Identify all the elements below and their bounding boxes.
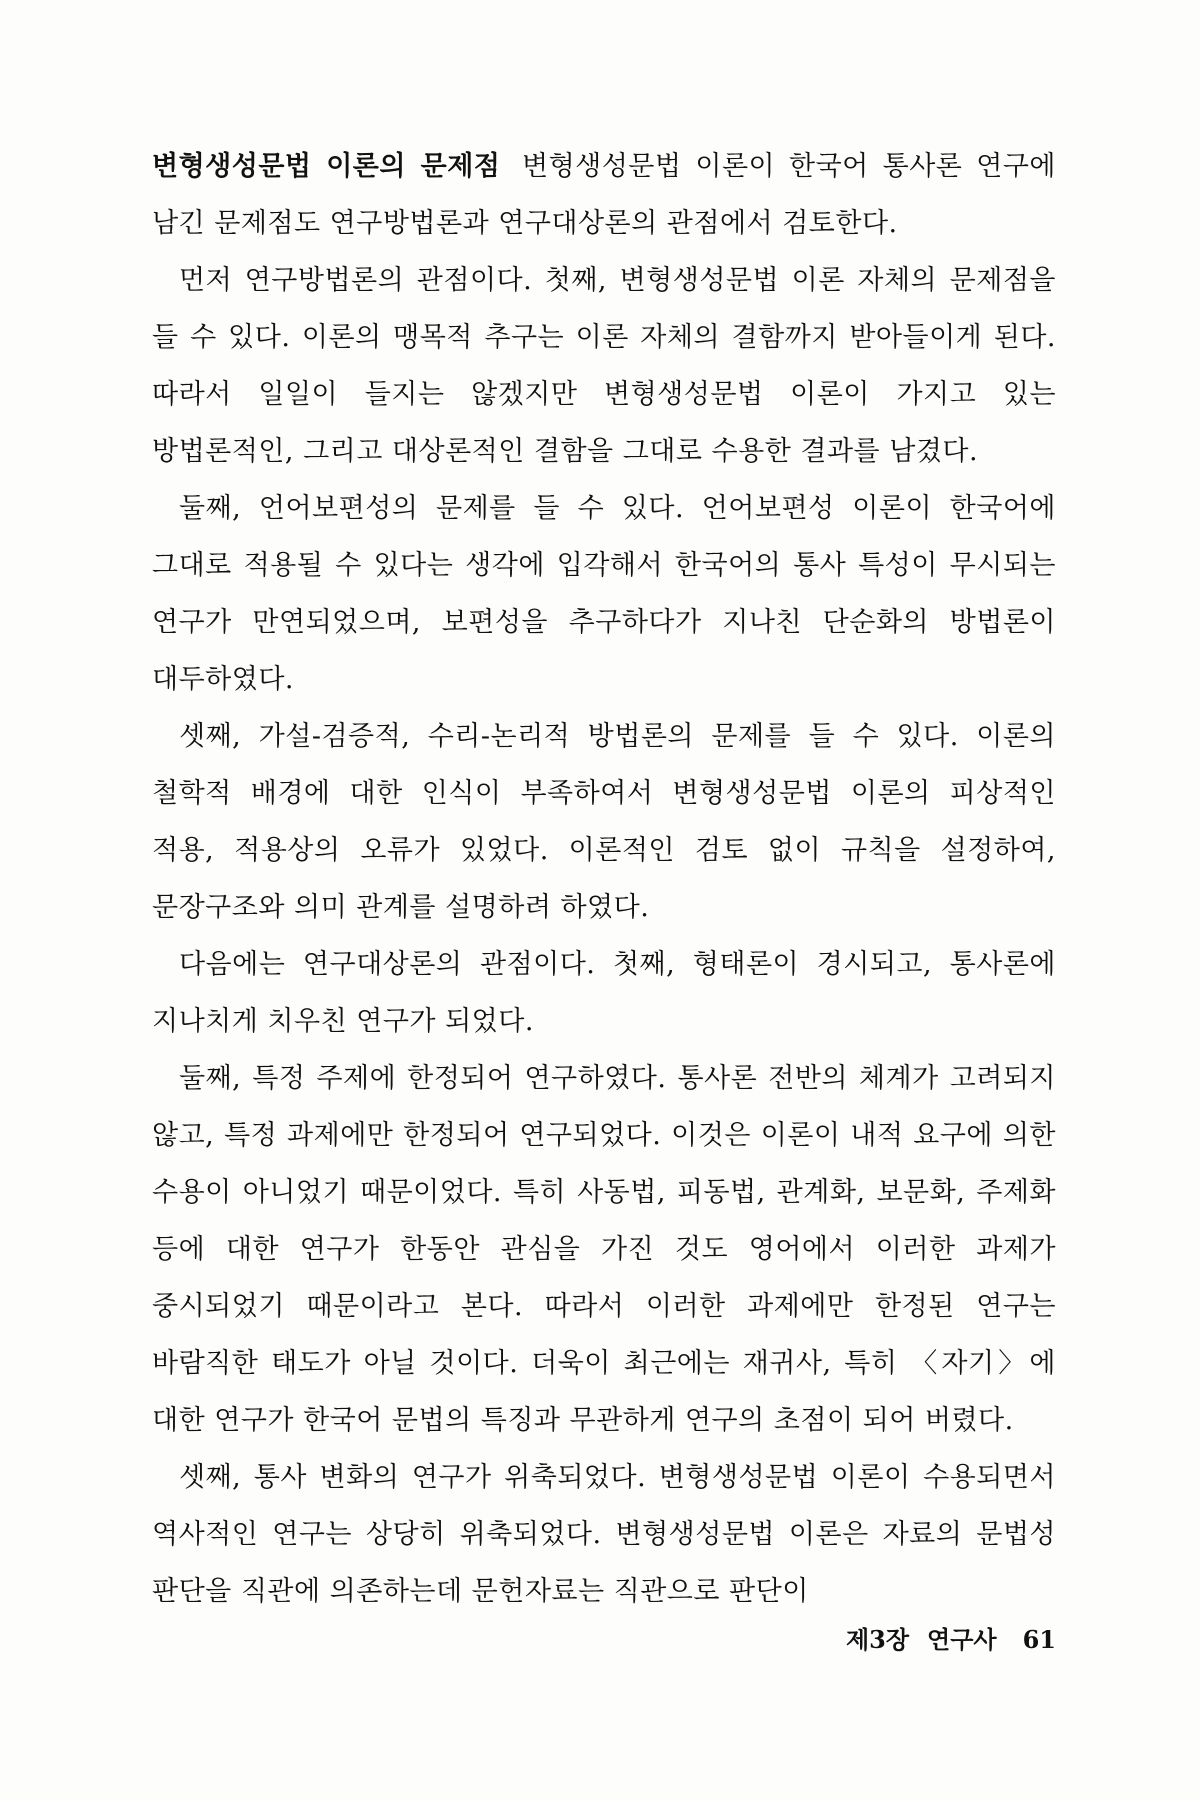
paragraph-4: 셋째, 가설-검증적, 수리-논리적 방법론의 문제를 들 수 있다. 이론의 철학적 배경에 대한 인식이 부족하여서 변형생성문법 이론의 피상적인 적용, 적용상의 오류가 있었다. 이론적인 검토 없이 규칙을 설정하여, 문장구조와 의미 관계를 설명하려 하였다.	[152, 721, 1056, 923]
section-heading: 변형생성문법 이론의 문제점	[152, 151, 501, 182]
paragraph-1-text: 변형생성문법 이론이 한국어 통사론 연구에 남긴 문제점도 연구방법론과 연구대상론의 관점에서 검토한다.	[152, 151, 1056, 239]
paragraph-3: 둘째, 언어보편성의 문제를 들 수 있다. 언어보편성 이론이 한국어에 그대로 적용될 수 있다는 생각에 입각해서 한국어의 통사 특성이 무시되는 연구가 만연되었으며, 보편성을 추구하다가 지나친 단순화의 방법론이 대두하였다.	[152, 493, 1056, 695]
paragraph-2: 먼저 연구방법론의 관점이다. 첫째, 변형생성문법 이론 자체의 문제점을 들 수 있다. 이론의 맹목적 추구는 이론 자체의 결함까지 받아들이게 된다. 따라서 일일이 들지는 않겠지만 변형생성문법 이론이 가지고 있는 방법론적인, 그리고 대상론적인 결함을 그대로 수용한 결과를 남겼다.	[152, 265, 1056, 467]
running-head-section: 연구사	[927, 1625, 997, 1654]
paragraph-6: 둘째, 특정 주제에 한정되어 연구하였다. 통사론 전반의 체계가 고려되지 않고, 특정 과제에만 한정되어 연구되었다. 이것은 이론이 내적 요구에 의한 수용이 아니었기 때문이었다. 특히 사동법, 피동법, 관계화, 보문화, 주제화 등에 대한 연구가 한동안 관심을 가진 것도 영어에서 이러한 과제가 중시되었기 때문이라고 본다. 따라서 이러한 과제에만 한정된 연구는 바람직한 태도가 아닐 것이다. 더욱이 최근에는 재귀사, 특히 〈자기〉에 대한 연구가 한국어 문법의 특징과 무관하게 연구의 초점이 되어 버렸다.	[152, 1063, 1056, 1436]
page-footer	[700, 1620, 1056, 1655]
paragraph-7: 셋째, 통사 변화의 연구가 위축되었다. 변형생성문법 이론이 수용되면서 역사적인 연구는 상당히 위축되었다. 변형생성문법 이론은 자료의 문법성 판단을 직관에 의존하는데 문헌자료는 직관으로 판단이	[152, 1462, 1056, 1607]
paragraph-1	[152, 138, 1056, 252]
body-text	[152, 138, 1056, 1620]
page-number: 61	[1022, 1625, 1056, 1654]
paragraph-5: 다음에는 연구대상론의 관점이다. 첫째, 형태론이 경시되고, 통사론에 지나치게 치우친 연구가 되었다.	[152, 949, 1056, 1037]
running-head-chapter: 제3장	[845, 1625, 910, 1654]
